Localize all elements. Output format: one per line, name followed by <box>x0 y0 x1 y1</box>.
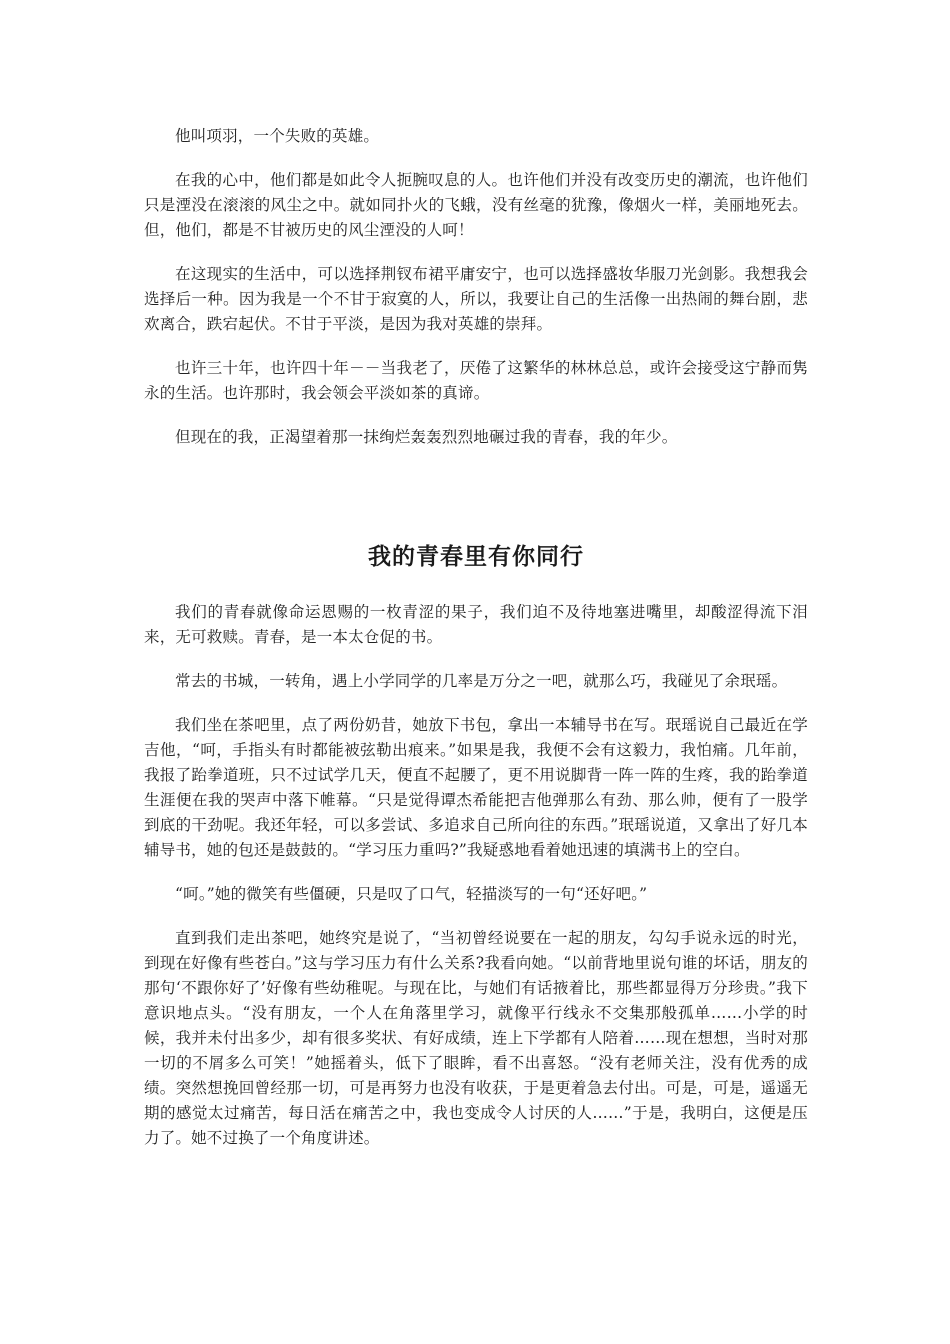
essay-title: 我的青春里有你同行 <box>368 543 584 570</box>
paragraph: 在我的心中，他们都是如此令人扼腕叹息的人。也许他们并没有改变历史的潮流，也许他们只是湮没在滚滚的风尘之中。就如同扑火的飞蛾，没有丝毫的犹豫，像烟火一样，美丽地死去。但，他们，都是不甘被历史的风尘湮没的人呵！ <box>144 171 808 239</box>
paragraph: 也许三十年，也许四十年－－当我老了，厌倦了这繁华的林林总总，或许会接受这宁静而隽永的生活。也许那时，我会领会平淡如茶的真谛。 <box>144 359 808 402</box>
paragraph: 在这现实的生活中，可以选择荆钗布裙平庸安宁，也可以选择盛妆华服刀光剑影。我想我会选择后一种。因为我是一个不甘于寂寞的人，所以，我要让自己的生活像一出热闹的舞台剧，悲欢离合，跌宕起伏。不甘于平淡，是因为我对英雄的崇拜。 <box>144 265 808 333</box>
paragraph: 常去的书城，一转角，遇上小学同学的几率是万分之一吧，就那么巧，我碰见了余珉瑶。 <box>175 672 788 690</box>
essay-section-1 <box>144 124 808 469</box>
paragraph: 我们的青春就像命运恩赐的一枚青涩的果子，我们迫不及待地塞进嘴里，却酸涩得流下泪来，无可救赎。青春，是一本太仓促的书。 <box>144 603 808 646</box>
paragraph: 直到我们走出茶吧，她终究是说了，“当初曾经说要在一起的朋友，勾勾手说永远的时光，到现在好像有些苍白。”这与学习压力有什么关系?我看向她。“以前背地里说句谁的坏话，朋友的那句‘不跟你好了’好像有些幼稚呢。与现在比，与她们有话掖着比，那些都显得万分珍贵。”我下意识地点头。“没有朋友，一个人在角落里学习，就像平行线永不交集那般孤单……小学的时候，我并未付出多少，却有很多奖状、有好成绩，连上下学都有人陪着……现在想想，当时对那一切的不屑多么可笑！”她摇着头，低下了眼眸，看不出喜怒。“没有老师关注，没有优秀的成绩。突然想挽回曾经那一切，可是再努力也没有收获，于是更着急去付出。可是，可是，遥遥无期的感觉太过痛苦，每日活在痛苦之中，我也变成令人讨厌的人……”于是，我明白，这便是压力了。她不过换了一个角度讲述。 <box>144 929 808 1147</box>
essay-section-2 <box>144 600 808 1170</box>
paragraph: 我们坐在茶吧里，点了两份奶昔，她放下书包，拿出一本辅导书在写。珉瑶说自己最近在学吉他，“呵，手指头有时都能被弦勒出痕来。”如果是我，我便不会有这毅力，我怕痛。几年前，我报了跆拳道班，只不过试学几天，便直不起腰了，更不用说脚背一阵一阵的生疼，我的跆拳道生涯便在我的哭声中落下帷幕。“只是觉得谭杰希能把吉他弹那么有劲、那么帅，便有了一股学到底的干劲呢。我还年轻，可以多尝试、多追求自己所向往的东西。”珉瑶说道，又拿出了好几本辅导书，她的包还是鼓鼓的。“学习压力重吗?”我疑惑地看着她迅速的填满书上的空白。 <box>144 716 808 859</box>
paragraph: 但现在的我，正渴望着那一抹绚烂轰轰烈烈地碾过我的青春，我的年少。 <box>175 428 678 446</box>
paragraph: 他叫项羽，一个失败的英雄。 <box>175 127 380 145</box>
paragraph: “呵。”她的微笑有些僵硬，只是叹了口气，轻描淡写的一句“还好吧。” <box>175 885 648 903</box>
